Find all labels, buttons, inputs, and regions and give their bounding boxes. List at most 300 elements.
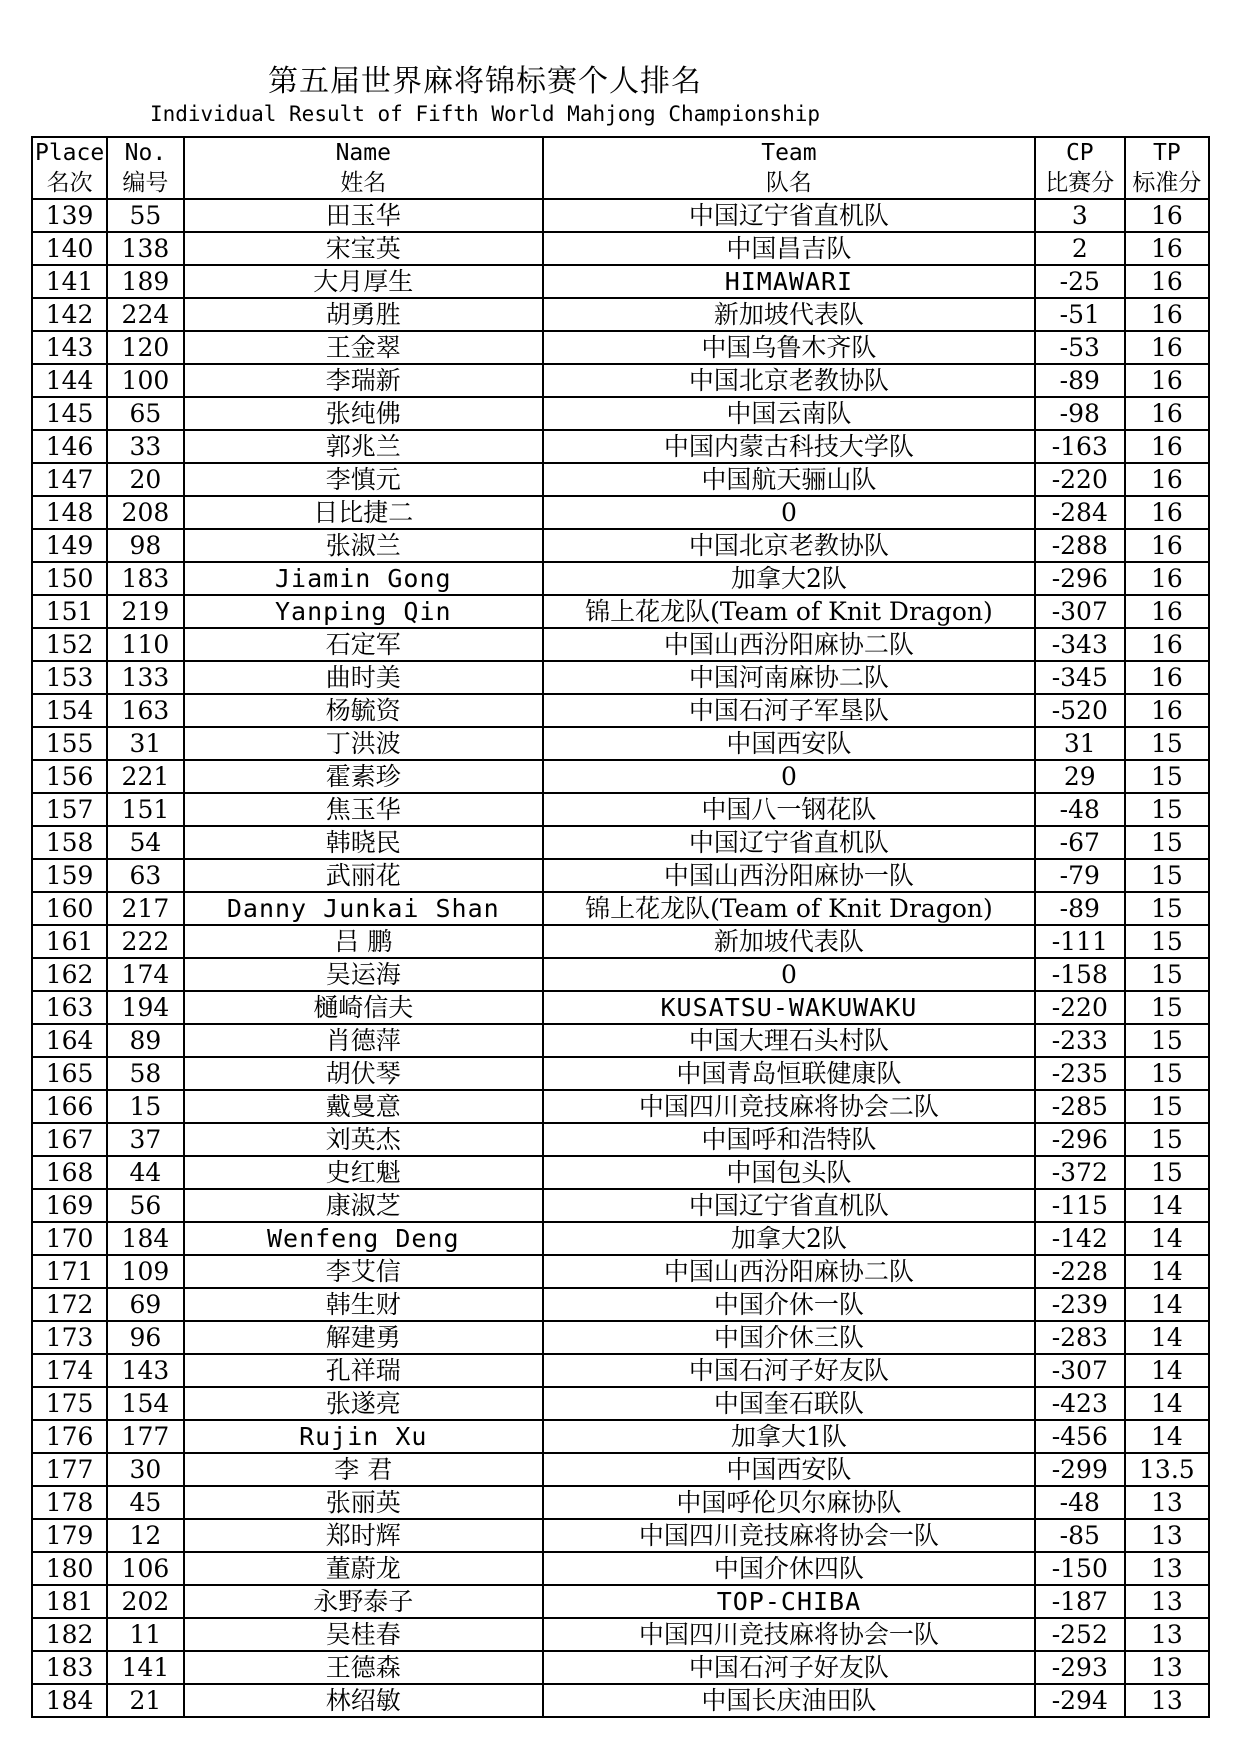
header-cp-cn: 比赛分 [1035,168,1125,199]
place-cell: 169 [32,1189,107,1222]
cp-cell: -89 [1035,892,1125,925]
team-cell: 中国四川竞技麻将协会二队 [543,1090,1035,1123]
cp-cell: -520 [1035,694,1125,727]
player-name-cell: Rujin Xu [184,1420,543,1453]
table-row [32,265,1209,298]
place-cell: 142 [32,298,107,331]
tp-cell: 16 [1125,496,1209,529]
place-cell: 183 [32,1651,107,1684]
table-row [32,430,1209,463]
player-no-cell: 138 [107,232,183,265]
place-cell: 155 [32,727,107,760]
player-name-cell: 韩生财 [184,1288,543,1321]
player-no-cell: 224 [107,298,183,331]
place-cell: 143 [32,331,107,364]
cp-cell: -158 [1035,958,1125,991]
cp-cell: -187 [1035,1585,1125,1618]
cp-cell: -296 [1035,562,1125,595]
tp-cell: 16 [1125,199,1209,232]
tp-cell: 16 [1125,430,1209,463]
place-cell: 146 [32,430,107,463]
tp-cell: 13 [1125,1585,1209,1618]
header-place-cn: 名次 [32,168,107,199]
team-cell: 中国航天骊山队 [543,463,1035,496]
tp-cell: 15 [1125,1123,1209,1156]
place-cell: 159 [32,859,107,892]
tp-cell: 15 [1125,859,1209,892]
team-cell: 0 [543,760,1035,793]
table-row [32,1651,1209,1684]
results-body [32,199,1209,1717]
team-cell: 中国山西汾阳麻协二队 [543,1255,1035,1288]
player-no-cell: 45 [107,1486,183,1519]
cp-cell: -343 [1035,628,1125,661]
place-cell: 152 [32,628,107,661]
table-row [32,1519,1209,1552]
player-no-cell: 154 [107,1387,183,1420]
tp-cell: 16 [1125,331,1209,364]
place-cell: 184 [32,1684,107,1717]
team-cell: 中国呼和浩特队 [543,1123,1035,1156]
table-row [32,1123,1209,1156]
player-name-cell: 曲时美 [184,661,543,694]
place-cell: 141 [32,265,107,298]
place-cell: 182 [32,1618,107,1651]
player-name-cell: 樋崎信夫 [184,991,543,1024]
place-cell: 139 [32,199,107,232]
place-cell: 170 [32,1222,107,1255]
table-row [32,991,1209,1024]
header-no-cn: 编号 [107,168,183,199]
cp-cell: -296 [1035,1123,1125,1156]
place-cell: 149 [32,529,107,562]
team-cell: 中国介休三队 [543,1321,1035,1354]
team-cell: 中国内蒙古科技大学队 [543,430,1035,463]
team-cell: 中国昌吉队 [543,232,1035,265]
cp-cell: -235 [1035,1057,1125,1090]
player-no-cell: 69 [107,1288,183,1321]
team-cell: 中国青岛恒联健康队 [543,1057,1035,1090]
team-cell: 中国石河子军垦队 [543,694,1035,727]
player-name-cell: 胡伏琴 [184,1057,543,1090]
tp-cell: 15 [1125,727,1209,760]
team-cell: 中国北京老教协队 [543,364,1035,397]
header-place: Place [32,137,107,168]
cp-cell: -53 [1035,331,1125,364]
header-row-chinese [32,168,1209,199]
team-cell: 中国乌鲁木齐队 [543,331,1035,364]
tp-cell: 15 [1125,958,1209,991]
place-cell: 168 [32,1156,107,1189]
player-no-cell: 55 [107,199,183,232]
player-name-cell: 张淑兰 [184,529,543,562]
table-row [32,562,1209,595]
table-row [32,1321,1209,1354]
table-row [32,1585,1209,1618]
table-row [32,1354,1209,1387]
table-row [32,925,1209,958]
place-cell: 158 [32,826,107,859]
player-no-cell: 177 [107,1420,183,1453]
player-name-cell: 胡勇胜 [184,298,543,331]
cp-cell: -299 [1035,1453,1125,1486]
player-name-cell: 王德森 [184,1651,543,1684]
player-no-cell: 33 [107,430,183,463]
cp-cell: -307 [1035,1354,1125,1387]
tp-cell: 13 [1125,1651,1209,1684]
player-name-cell: 戴曼意 [184,1090,543,1123]
cp-cell: -423 [1035,1387,1125,1420]
player-no-cell: 163 [107,694,183,727]
player-no-cell: 98 [107,529,183,562]
tp-cell: 16 [1125,298,1209,331]
place-cell: 176 [32,1420,107,1453]
tp-cell: 14 [1125,1387,1209,1420]
tp-cell: 14 [1125,1255,1209,1288]
cp-cell: -283 [1035,1321,1125,1354]
cp-cell: -294 [1035,1684,1125,1717]
place-cell: 175 [32,1387,107,1420]
team-cell: 中国辽宁省直机队 [543,826,1035,859]
player-no-cell: 20 [107,463,183,496]
header-cp: CP [1035,137,1125,168]
cp-cell: -150 [1035,1552,1125,1585]
team-cell: 加拿大1队 [543,1420,1035,1453]
player-no-cell: 96 [107,1321,183,1354]
table-row [32,628,1209,661]
player-name-cell: 张遂亮 [184,1387,543,1420]
cp-cell: -163 [1035,430,1125,463]
tp-cell: 16 [1125,694,1209,727]
table-row [32,694,1209,727]
tp-cell: 15 [1125,826,1209,859]
tp-cell: 15 [1125,1090,1209,1123]
team-cell: 中国八一钢花队 [543,793,1035,826]
player-no-cell: 174 [107,958,183,991]
header-no: No. [107,137,183,168]
cp-cell: -79 [1035,859,1125,892]
tp-cell: 16 [1125,628,1209,661]
table-row [32,1255,1209,1288]
tp-cell: 16 [1125,232,1209,265]
team-cell: 中国包头队 [543,1156,1035,1189]
place-cell: 174 [32,1354,107,1387]
player-no-cell: 141 [107,1651,183,1684]
player-no-cell: 184 [107,1222,183,1255]
player-no-cell: 217 [107,892,183,925]
team-cell: 中国辽宁省直机队 [543,1189,1035,1222]
team-cell: 0 [543,496,1035,529]
cp-cell: -111 [1035,925,1125,958]
tp-cell: 15 [1125,1024,1209,1057]
tp-cell: 15 [1125,1156,1209,1189]
table-row [32,364,1209,397]
player-name-cell: 杨毓资 [184,694,543,727]
page-title: 第五届世界麻将锦标赛个人排名 [268,64,702,99]
place-cell: 173 [32,1321,107,1354]
team-cell: 加拿大2队 [543,1222,1035,1255]
team-cell: 锦上花龙队(Team of Knit Dragon) [543,595,1035,628]
place-cell: 144 [32,364,107,397]
player-no-cell: 219 [107,595,183,628]
table-row [32,463,1209,496]
place-cell: 150 [32,562,107,595]
team-cell: 中国四川竞技麻将协会一队 [543,1618,1035,1651]
table-row [32,1090,1209,1123]
tp-cell: 13 [1125,1552,1209,1585]
tp-cell: 15 [1125,925,1209,958]
header-team: Team [543,137,1035,168]
header-name-cn: 姓名 [184,168,543,199]
player-no-cell: 100 [107,364,183,397]
player-no-cell: 65 [107,397,183,430]
player-no-cell: 89 [107,1024,183,1057]
player-name-cell: 王金翠 [184,331,543,364]
team-cell: 0 [543,958,1035,991]
player-no-cell: 21 [107,1684,183,1717]
header-name: Name [184,137,543,168]
player-no-cell: 120 [107,331,183,364]
place-cell: 157 [32,793,107,826]
team-cell: 中国介休一队 [543,1288,1035,1321]
tp-cell: 13 [1125,1618,1209,1651]
place-cell: 156 [32,760,107,793]
place-cell: 171 [32,1255,107,1288]
place-cell: 148 [32,496,107,529]
place-cell: 147 [32,463,107,496]
header-row-english [32,137,1209,168]
player-no-cell: 143 [107,1354,183,1387]
cp-cell: -284 [1035,496,1125,529]
team-cell: 中国云南队 [543,397,1035,430]
tp-cell: 14 [1125,1189,1209,1222]
player-name-cell: 田玉华 [184,199,543,232]
player-name-cell: 郭兆兰 [184,430,543,463]
team-cell: 中国长庆油田队 [543,1684,1035,1717]
table-row [32,892,1209,925]
player-no-cell: 56 [107,1189,183,1222]
player-name-cell: 解建勇 [184,1321,543,1354]
player-name-cell: Danny Junkai Shan [184,892,543,925]
player-no-cell: 189 [107,265,183,298]
place-cell: 165 [32,1057,107,1090]
table-row [32,529,1209,562]
player-no-cell: 58 [107,1057,183,1090]
page-subtitle: Individual Result of Fifth World Mahjong Championship [149,102,821,126]
place-cell: 163 [32,991,107,1024]
player-name-cell: 康淑芝 [184,1189,543,1222]
table-row [32,1189,1209,1222]
cp-cell: 31 [1035,727,1125,760]
place-cell: 179 [32,1519,107,1552]
team-cell: 中国呼伦贝尔麻协队 [543,1486,1035,1519]
table-row [32,1288,1209,1321]
player-no-cell: 151 [107,793,183,826]
team-cell: 中国四川竞技麻将协会一队 [543,1519,1035,1552]
player-no-cell: 63 [107,859,183,892]
cp-cell: -25 [1035,265,1125,298]
place-cell: 181 [32,1585,107,1618]
cp-cell: -48 [1035,1486,1125,1519]
place-cell: 153 [32,661,107,694]
table-row [32,661,1209,694]
team-cell: 中国石河子好友队 [543,1651,1035,1684]
player-no-cell: 12 [107,1519,183,1552]
cp-cell: -220 [1035,463,1125,496]
player-name-cell: 李慎元 [184,463,543,496]
player-name-cell: 张丽英 [184,1486,543,1519]
tp-cell: 13.5 [1125,1453,1209,1486]
table-row [32,1024,1209,1057]
player-name-cell: 林绍敏 [184,1684,543,1717]
player-name-cell: 郑时辉 [184,1519,543,1552]
player-name-cell: Wenfeng Deng [184,1222,543,1255]
table-row [32,1552,1209,1585]
tp-cell: 15 [1125,760,1209,793]
player-no-cell: 15 [107,1090,183,1123]
player-name-cell: 宋宝英 [184,232,543,265]
table-row [32,1156,1209,1189]
player-name-cell: 李 君 [184,1453,543,1486]
cp-cell: -252 [1035,1618,1125,1651]
player-no-cell: 222 [107,925,183,958]
team-cell: 中国山西汾阳麻协二队 [543,628,1035,661]
cp-cell: 29 [1035,760,1125,793]
tp-cell: 14 [1125,1354,1209,1387]
team-cell: 中国大理石头村队 [543,1024,1035,1057]
cp-cell: -85 [1035,1519,1125,1552]
place-cell: 167 [32,1123,107,1156]
table-row [32,298,1209,331]
tp-cell: 16 [1125,463,1209,496]
header-team-cn: 队名 [543,168,1035,199]
player-name-cell: 李艾信 [184,1255,543,1288]
player-name-cell: 霍素珍 [184,760,543,793]
team-cell: 中国山西汾阳麻协一队 [543,859,1035,892]
table-row [32,199,1209,232]
tp-cell: 15 [1125,991,1209,1024]
table-row [32,331,1209,364]
place-cell: 162 [32,958,107,991]
place-cell: 154 [32,694,107,727]
team-cell: 中国西安队 [543,727,1035,760]
team-cell: HIMAWARI [543,265,1035,298]
place-cell: 178 [32,1486,107,1519]
table-row [32,727,1209,760]
player-name-cell: 张纯佛 [184,397,543,430]
table-row [32,1222,1209,1255]
team-cell: 中国石河子好友队 [543,1354,1035,1387]
player-no-cell: 31 [107,727,183,760]
tp-cell: 16 [1125,661,1209,694]
results-table [31,136,1210,1718]
player-name-cell: 李瑞新 [184,364,543,397]
table-row [32,232,1209,265]
cp-cell: -239 [1035,1288,1125,1321]
cp-cell: -98 [1035,397,1125,430]
team-cell: KUSATSU-WAKUWAKU [543,991,1035,1024]
table-row [32,826,1209,859]
table-row [32,1420,1209,1453]
player-name-cell: 焦玉华 [184,793,543,826]
player-no-cell: 183 [107,562,183,595]
tp-cell: 13 [1125,1519,1209,1552]
player-no-cell: 208 [107,496,183,529]
table-row [32,793,1209,826]
team-cell: 中国河南麻协二队 [543,661,1035,694]
table-row [32,1684,1209,1717]
player-no-cell: 30 [107,1453,183,1486]
tp-cell: 16 [1125,595,1209,628]
tp-cell: 16 [1125,265,1209,298]
team-cell: 锦上花龙队(Team of Knit Dragon) [543,892,1035,925]
player-name-cell: 吕 鹏 [184,925,543,958]
cp-cell: -307 [1035,595,1125,628]
cp-cell: -372 [1035,1156,1125,1189]
team-cell: 新加坡代表队 [543,925,1035,958]
place-cell: 172 [32,1288,107,1321]
player-name-cell: 董蔚龙 [184,1552,543,1585]
team-cell: 中国奎石联队 [543,1387,1035,1420]
tp-cell: 14 [1125,1222,1209,1255]
team-cell: 中国辽宁省直机队 [543,199,1035,232]
cp-cell: -345 [1035,661,1125,694]
tp-cell: 15 [1125,1057,1209,1090]
team-cell: TOP-CHIBA [543,1585,1035,1618]
place-cell: 145 [32,397,107,430]
tp-cell: 15 [1125,793,1209,826]
cp-cell: -456 [1035,1420,1125,1453]
cp-cell: -288 [1035,529,1125,562]
tp-cell: 15 [1125,892,1209,925]
cp-cell: -142 [1035,1222,1125,1255]
cp-cell: -89 [1035,364,1125,397]
tp-cell: 14 [1125,1321,1209,1354]
place-cell: 151 [32,595,107,628]
player-name-cell: 吴运海 [184,958,543,991]
cp-cell: -115 [1035,1189,1125,1222]
cp-cell: 3 [1035,199,1125,232]
player-name-cell: 武丽花 [184,859,543,892]
tp-cell: 13 [1125,1684,1209,1717]
table-row [32,1486,1209,1519]
table-row [32,1057,1209,1090]
tp-cell: 16 [1125,397,1209,430]
player-no-cell: 106 [107,1552,183,1585]
cp-cell: 2 [1035,232,1125,265]
team-cell: 中国北京老教协队 [543,529,1035,562]
tp-cell: 13 [1125,1486,1209,1519]
table-row [32,760,1209,793]
player-no-cell: 44 [107,1156,183,1189]
player-name-cell: 肖德萍 [184,1024,543,1057]
table-row [32,958,1209,991]
player-name-cell: 永野泰子 [184,1585,543,1618]
table-row [32,1453,1209,1486]
tp-cell: 16 [1125,529,1209,562]
place-cell: 177 [32,1453,107,1486]
player-no-cell: 110 [107,628,183,661]
team-cell: 中国介休四队 [543,1552,1035,1585]
tp-cell: 14 [1125,1420,1209,1453]
player-no-cell: 202 [107,1585,183,1618]
player-name-cell: 石定军 [184,628,543,661]
cp-cell: -51 [1035,298,1125,331]
cp-cell: -228 [1035,1255,1125,1288]
team-cell: 中国西安队 [543,1453,1035,1486]
header-tp-cn: 标准分 [1125,168,1209,199]
cp-cell: -220 [1035,991,1125,1024]
